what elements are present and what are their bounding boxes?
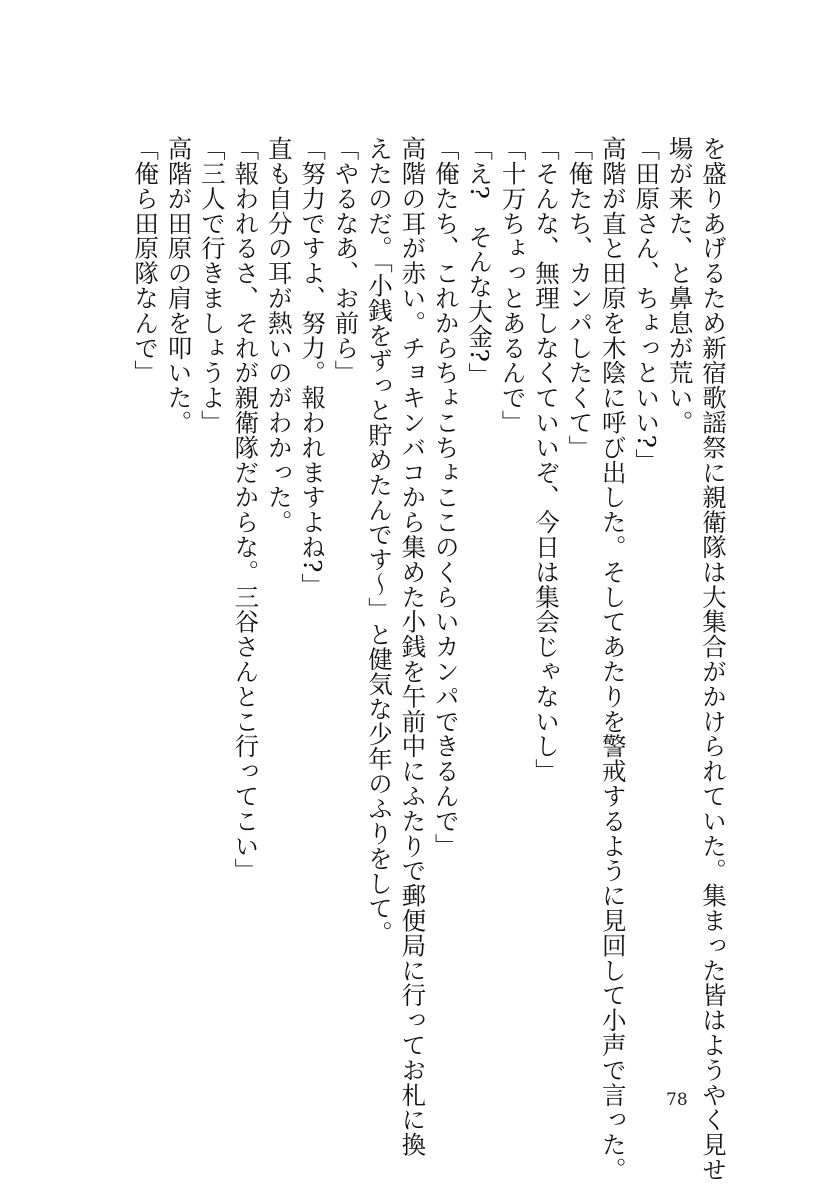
text-line: 高階の耳が赤い。チョキンバコから集めた小銭を午前中にふたりで郵便局に行ってお札に換 bbox=[398, 136, 428, 1157]
page-number: 78 bbox=[666, 1090, 688, 1110]
text-line: 「努力ですよ、努力。報われますよね?」 bbox=[298, 136, 328, 598]
text-line: 「そんな、無理しなくていいぞ、今日は集会じゃないし」 bbox=[531, 136, 561, 784]
text-line: 「十万ちょっとあるんで」 bbox=[498, 136, 528, 435]
text-line: 場が来た、と鼻息が荒い。 bbox=[665, 136, 695, 435]
text-line: えたのだ。「小銭をずっと貯めたんです〜」と健気な少年のふりをして。 bbox=[364, 136, 394, 946]
text-line: 「やるなあ、お前ら」 bbox=[331, 136, 361, 385]
text-line: 「え? そんな大金?」 bbox=[465, 136, 495, 388]
text-line: 「三人で行きましょうよ」 bbox=[197, 136, 227, 435]
text-line: 「報われるさ、それが親衛隊だからな。三谷さんとこ行ってこい」 bbox=[231, 136, 261, 883]
text-line: 「田原さん、ちょっといい?」 bbox=[632, 136, 662, 474]
text-line: 高階が田原の肩を叩いた。 bbox=[164, 136, 194, 435]
text-line: 直も自分の耳が熱いのがわかった。 bbox=[264, 136, 294, 535]
text-line: 高階が直と田原を木陰に呼び出した。そしてあたりを警戒するように見回して小声で言った。 bbox=[598, 136, 628, 1182]
text-line: を盛りあげるため新宿歌謡祭に親衛隊は大集合がかけられていた。集まった皆はようやく見せ bbox=[699, 136, 728, 1182]
text-line: 「俺ら田原隊なんで」 bbox=[131, 136, 161, 385]
text-line: 「俺たち、これからちょこちょここのくらいカンパできるんで」 bbox=[431, 136, 461, 859]
text-line: 「俺たち、カンパしたくて」 bbox=[565, 136, 595, 460]
